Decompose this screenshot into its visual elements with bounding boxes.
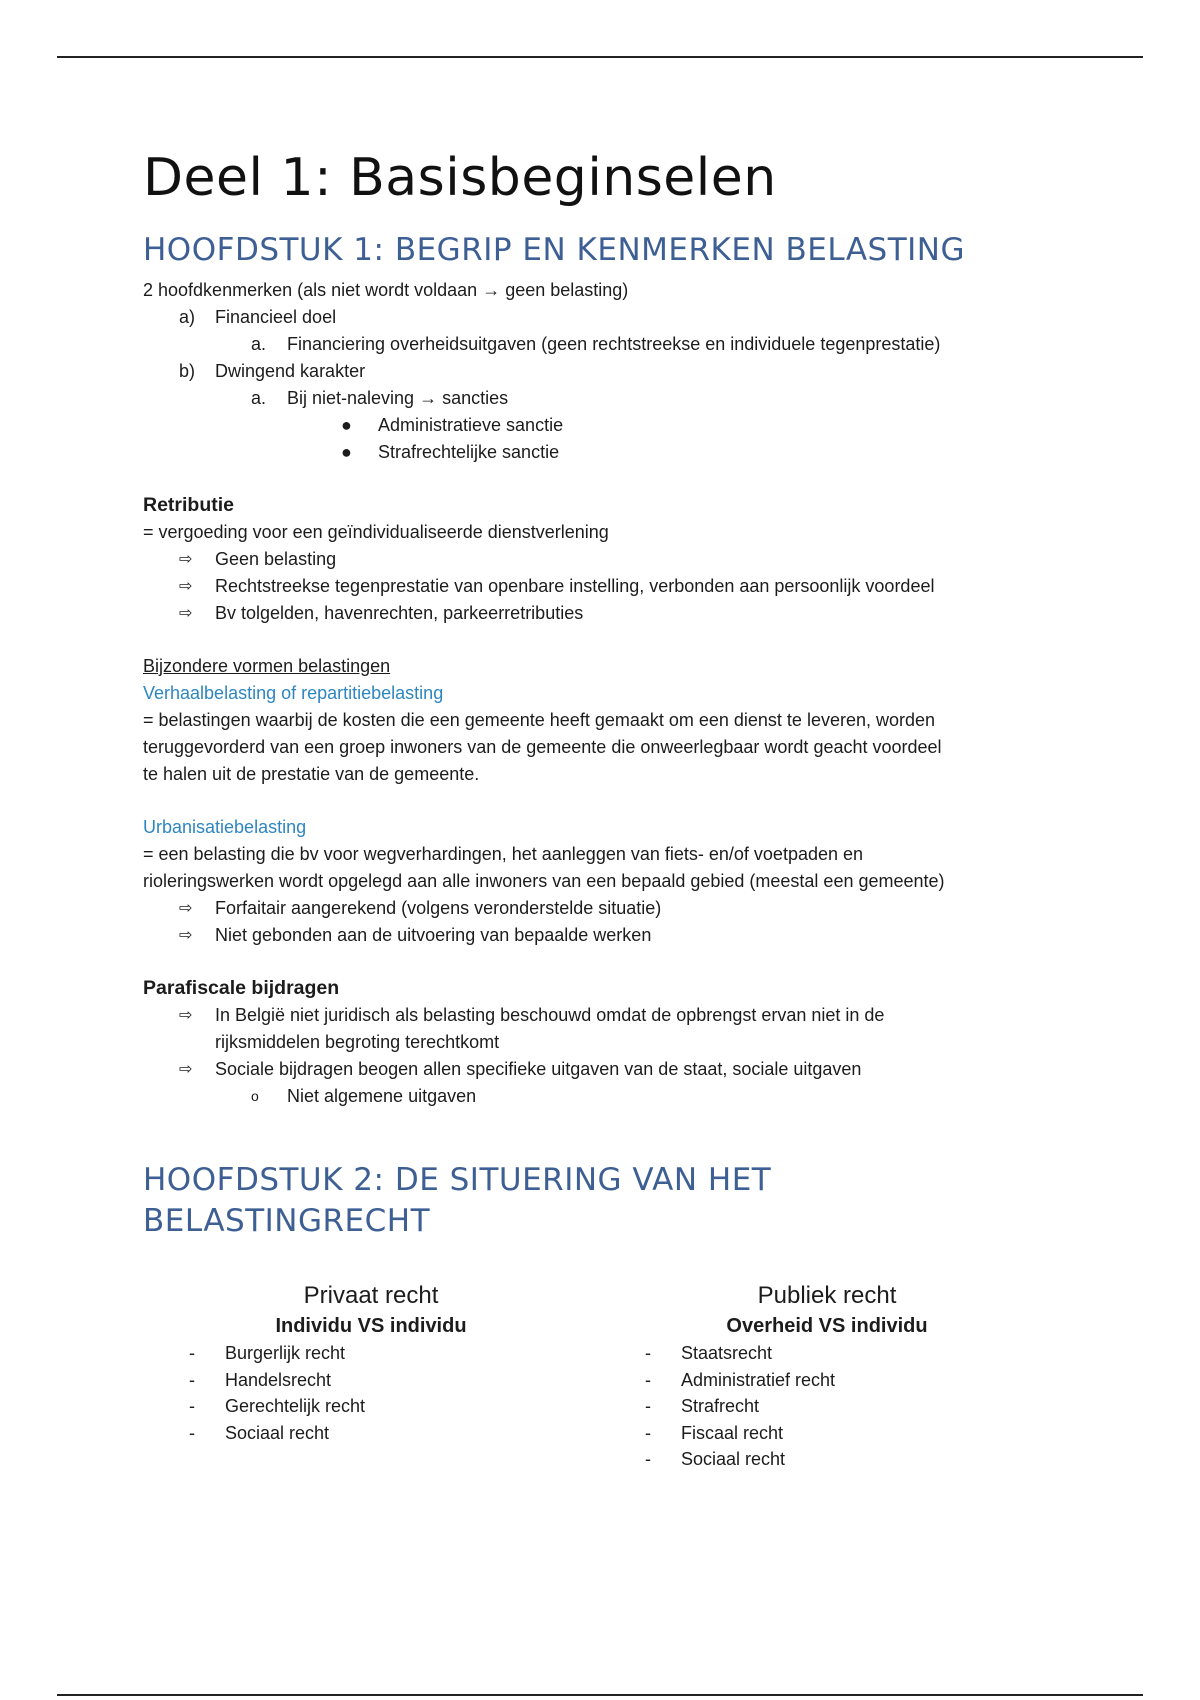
dash-icon: - [189,1396,195,1416]
list-item: - Burgerlijk recht [143,1340,599,1367]
arrow-icon: ⇨ [179,551,193,568]
publiek-recht-column [599,1280,1055,1473]
recht-columns [143,1280,1063,1473]
list-item-continuation: rijksmiddelen begroting terechtkomt [215,1032,500,1052]
list-item: ● Strafrechtelijke sanctie [143,439,1063,466]
verhaal-heading: Verhaalbelasting of repartitiebelasting [143,683,444,703]
publiek-title: Publiek recht [757,1282,897,1309]
list-item: - Strafrecht [599,1393,1055,1420]
privaat-subtitle: Individu VS individu [275,1315,467,1337]
dash-icon: - [645,1449,651,1469]
list-marker: a) [179,307,196,327]
list-item: ⇨ Geen belasting [143,546,1063,573]
header-rule [57,56,1143,58]
list-item: ⇨ Sociale bijdragen beogen allen specifieke uitgaven van de staat, sociale uitgaven [143,1056,1063,1083]
dash-icon: - [189,1343,195,1363]
footer-rule [57,1694,1143,1696]
arrow-icon: ⇨ [179,1007,193,1024]
chapter-2-heading: HOOFDSTUK 2: DE SITUERING VAN HET BELASTINGRECHT [143,1162,772,1239]
list-item: o Niet algemene uitgaven [143,1083,1063,1110]
list-item: a) Financieel doel [143,304,1063,331]
verhaal-line: = belastingen waarbij de kosten die een gemeente heeft gemaakt om een dienst te leveren, worden [143,710,936,730]
document-page [143,130,1063,1473]
bijzondere-heading: Bijzondere vormen belastingen [143,656,391,676]
dash-icon: - [189,1369,195,1390]
list-item: - Fiscaal recht [599,1420,1055,1447]
list-item: - Sociaal recht [143,1420,599,1447]
list-item: a. Bij niet-naleving → sancties [143,385,1063,412]
parafiscale-heading: Parafiscale bijdragen [143,977,340,999]
arrow-icon: ⇨ [179,578,193,595]
bullet-icon: ● [341,442,352,462]
arrow-icon: ⇨ [179,605,193,622]
list-marker: a. [251,334,267,354]
list-item: ● Administratieve sanctie [143,412,1063,439]
arrow-icon: ⇨ [179,900,193,917]
chapter-1-intro: 2 hoofdkenmerken (als niet wordt voldaan → geen belasting) [143,280,629,300]
urbanisatie-line: rioleringswerken wordt opgelegd aan alle inwoners van een bepaald gebied (meestal een gemeente) [143,871,945,891]
urbanisatie-line: = een belasting die bv voor wegverhardingen, het aanleggen van fiets- en/of voetpaden en [143,844,864,864]
dash-icon: - [645,1396,651,1416]
list-marker: b) [179,361,196,381]
list-item: ⇨ In België niet juridisch als belasting beschouwd omdat de opbrengst ervan niet in de [143,1002,1063,1029]
arrow-icon: ⇨ [179,1061,193,1078]
publiek-subtitle: Overheid VS individu [726,1315,928,1337]
document-title: Deel 1: Basisbeginselen [143,148,777,208]
retributie-definition: = vergoeding voor een geïndividualiseerde dienstverlening [143,522,609,542]
privaat-title: Privaat recht [303,1282,439,1309]
list-item: - Gerechtelijk recht [143,1393,599,1420]
urbanisatie-heading: Urbanisatiebelasting [143,817,307,837]
privaat-recht-column [143,1280,599,1473]
list-item: - Sociaal recht [599,1446,1055,1473]
list-item: - Staatsrecht [599,1340,1055,1367]
retributie-heading: Retributie [143,494,235,516]
list-item: - Handelsrecht [143,1367,599,1394]
list-item: a. Financiering overheidsuitgaven (geen rechtstreekse en individuele tegenprestatie) [143,331,1063,358]
dash-icon: - [645,1343,651,1363]
list-item: b) Dwingend karakter [143,358,1063,385]
list-item: - Administratief recht [599,1367,1055,1394]
dash-icon: - [189,1422,195,1443]
dash-icon: - [645,1369,651,1390]
bullet-icon: ● [341,415,352,435]
verhaal-line: teruggevorderd van een groep inwoners van de gemeente die onweerlegbaar wordt geacht voordeel [143,737,942,757]
list-item: ⇨ Rechtstreekse tegenprestatie van openbare instelling, verbonden aan persoonlijk voordeel [143,573,1063,600]
circle-bullet-icon: o [251,1088,259,1104]
list-item: ⇨ Bv tolgelden, havenrechten, parkeerretributies [143,600,1063,627]
chapter-1-heading: HOOFDSTUK 1: BEGRIP EN KENMERKEN BELASTING [143,232,966,268]
dash-icon: - [645,1422,651,1443]
arrow-icon: ⇨ [179,927,193,944]
list-item: ⇨ Niet gebonden aan de uitvoering van bepaalde werken [143,922,1063,949]
list-marker: a. [251,388,267,408]
verhaal-line: te halen uit de prestatie van de gemeente. [143,764,480,784]
list-item: ⇨ Forfaitair aangerekend (volgens veronderstelde situatie) [143,895,1063,922]
